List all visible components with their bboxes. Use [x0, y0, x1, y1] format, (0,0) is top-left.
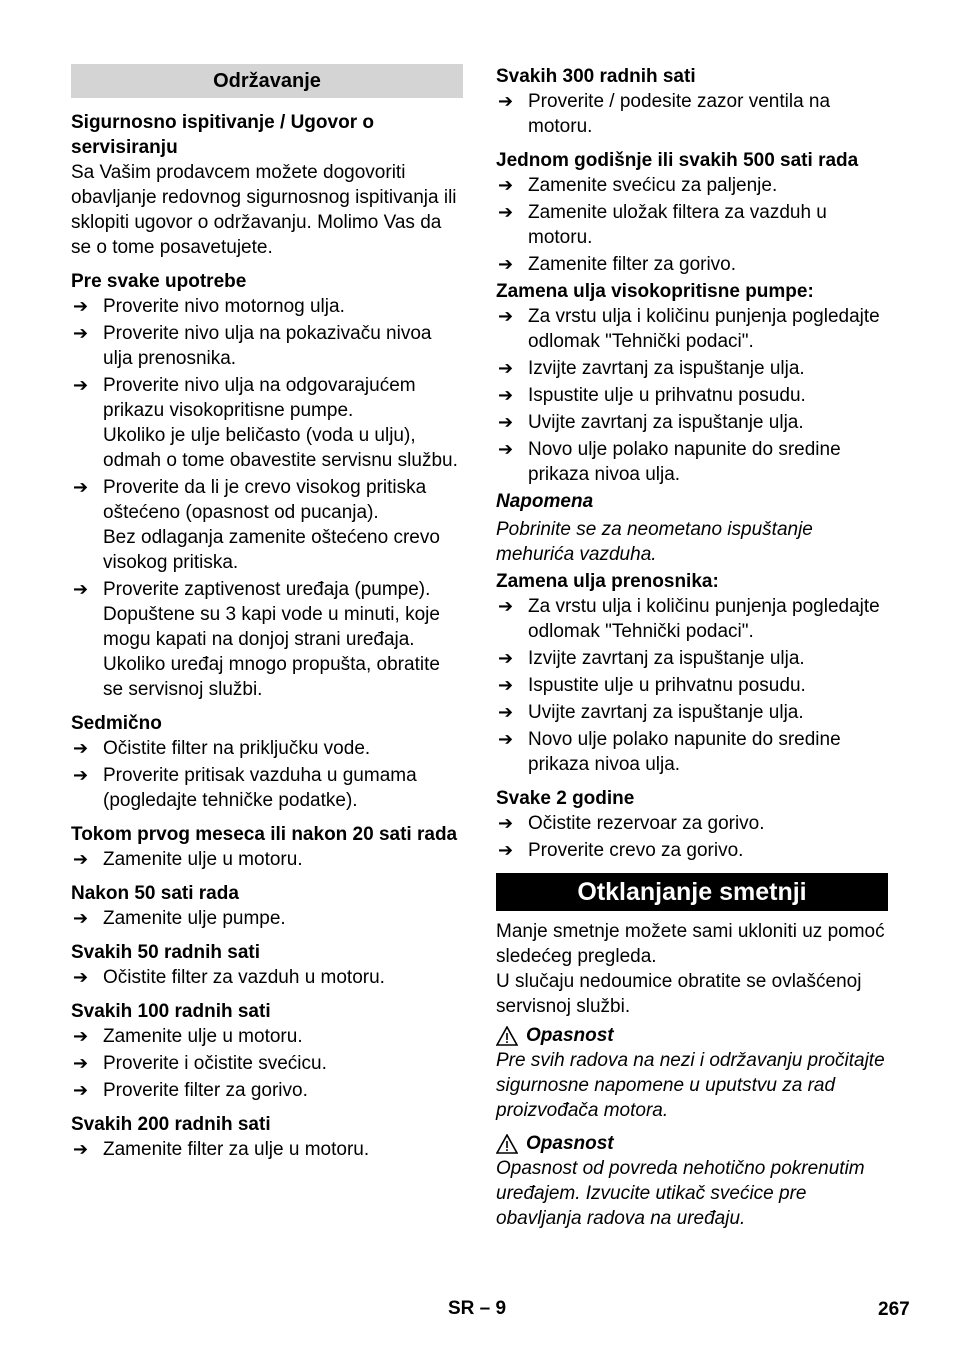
every100-heading: Svakih 100 radnih sati [71, 1001, 271, 1022]
footer-language-page: SR – 9 [448, 1298, 507, 1319]
every200-heading: Svakih 200 radnih sati [71, 1114, 271, 1135]
list-item: ➔ Proverite filter za gorivo. [73, 1080, 308, 1101]
list-item: ➔ Zamenite ulje pumpe. [73, 908, 286, 929]
list-item: ➔ Proverite i očistite svećicu. [73, 1053, 327, 1074]
gear-oil-section [496, 569, 888, 777]
arrow-right-icon: ➔ [73, 1026, 89, 1046]
list-item: ➔ Zamenite svećicu za paljenje. [498, 175, 778, 196]
list-item: ➔ Očistite rezervoar za gorivo. [498, 813, 765, 834]
list-item: ➔ Proverite nivo ulja na pokazivaču nivoa ulja prenosnika. [73, 323, 432, 369]
safety-section [71, 110, 463, 260]
warning-heading: Opasnost [496, 1131, 888, 1156]
arrow-right-icon: ➔ [498, 813, 514, 833]
before-use-heading: Pre svake upotrebe [71, 271, 247, 292]
safety-text: Sa Vašim prodavcem možete dogovoriti obavljanje redovnog sigurnosnog ispitivanja ili sklopiti ugovor o održavanju. Molimo Vas da se o tome posavetujete. [71, 162, 457, 258]
every50-heading: Svakih 50 radnih sati [71, 942, 261, 963]
arrow-right-icon: ➔ [73, 323, 89, 343]
after50-section [71, 881, 463, 931]
arrow-right-icon: ➔ [498, 202, 514, 222]
arrow-right-icon: ➔ [73, 765, 89, 785]
list-item: ➔ Ispustite ulje u prihvatnu posudu. [498, 385, 806, 406]
arrow-right-icon: ➔ [498, 675, 514, 695]
arrow-right-icon: ➔ [73, 908, 89, 928]
list-item: ➔ Očistite filter za vazduh u motoru. [73, 967, 385, 988]
footer-page-number: 267 [878, 1299, 910, 1320]
arrow-right-icon: ➔ [498, 385, 514, 405]
arrow-right-icon: ➔ [73, 967, 89, 987]
first-month-section [71, 822, 463, 872]
trouble-service: U slučaju nedoumice obratite se ovlašćenoj servisnoj službi. [496, 971, 862, 1017]
list-item: ➔ Proverite da li je crevo visokog pritiska oštećeno (opasnost od pucanja). Bez odlaganja zamenite oštećeno crevo visokog pritiska. [73, 477, 440, 573]
two-years-section [496, 786, 888, 863]
yearly-heading: Jednom godišnje ili svakih 500 sati rada [496, 150, 859, 171]
before-use-list [71, 294, 463, 702]
every50-section [71, 940, 463, 990]
arrow-right-icon: ➔ [73, 296, 89, 316]
arrow-right-icon: ➔ [73, 579, 89, 599]
arrow-right-icon: ➔ [498, 702, 514, 722]
trouble-intro: Manje smetnje možete sami ukloniti uz pomoć sledećeg pregleda. [496, 921, 885, 967]
list-item: ➔ Proverite crevo za gorivo. [498, 840, 744, 861]
item-note: Bez odlaganja zamenite oštećeno crevo visokog pritiska. [103, 527, 440, 573]
arrow-right-icon: ➔ [498, 412, 514, 432]
list-item: ➔ Zamenite filter za ulje u motoru. [73, 1139, 370, 1160]
arrow-right-icon: ➔ [498, 648, 514, 668]
yearly-section [496, 148, 888, 277]
note-text: Pobrinite se za neometano ispuštanje mehurića vazduha. [496, 519, 813, 565]
warning-heading: Opasnost [496, 1023, 888, 1048]
arrow-right-icon: ➔ [498, 596, 514, 616]
list-item: ➔ Zamenite ulje u motoru. [73, 1026, 303, 1047]
arrow-right-icon: ➔ [73, 375, 89, 395]
arrow-right-icon: ➔ [73, 1139, 89, 1159]
list-item: ➔ Ispustite ulje u prihvatnu posudu. [498, 675, 806, 696]
after50-heading: Nakon 50 sati rada [71, 883, 239, 904]
first-month-heading: Tokom prvog meseca ili nakon 20 sati rada [71, 824, 458, 845]
section-title-troubleshooting: Otklanjanje smetnji [496, 873, 888, 911]
list-item: ➔ Za vrstu ulja i količinu punjenja pogledajte odlomak "Tehnički podaci". [498, 596, 880, 642]
pump-oil-section [496, 279, 888, 487]
warning-text: Pre svih radova na nezi i održavanju pročitajte sigurnosne napomene u uputstvu za rad proizvođača motora. [496, 1050, 885, 1121]
list-item: ➔ Zamenite filter za gorivo. [498, 254, 737, 275]
left-column [71, 64, 463, 1171]
arrow-right-icon: ➔ [498, 175, 514, 195]
every300-heading: Svakih 300 radnih sati [496, 66, 696, 87]
list-item: ➔ Uvijte zavrtanj za ispuštanje ulja. [498, 412, 804, 433]
list-item: ➔ Zamenite uložak filtera za vazduh u motoru. [498, 202, 827, 248]
arrow-right-icon: ➔ [498, 840, 514, 860]
arrow-right-icon: ➔ [498, 729, 514, 749]
list-item: ➔ Novo ulje polako napunite do sredine prikaza nivoa ulja. [498, 439, 841, 485]
right-column [496, 64, 888, 1231]
list-item: ➔ Zamenite ulje u motoru. [73, 849, 303, 870]
arrow-right-icon: ➔ [498, 91, 514, 111]
list-item: ➔ Proverite pritisak vazduha u gumama (pogledajte tehničke podatke). [73, 765, 417, 811]
note-heading: Napomena [496, 491, 594, 512]
arrow-right-icon: ➔ [498, 306, 514, 326]
every100-section [71, 999, 463, 1103]
warning-text: Opasnost od povreda nehotično pokrenutim uređajem. Izvucite utikač svećice pre obavljanja radova na uređaju. [496, 1158, 865, 1229]
item-note: Ukoliko je ulje beličasto (voda u ulju), odmah o tome obavestite servisnu službu. [103, 425, 458, 471]
list-item: ➔ Proverite nivo ulja na odgovarajućem prikazu visokopritisne pumpe. Ukoliko je ulje beličasto (voda u ulju), odmah o tome obavestite servisnu službu. [73, 375, 458, 471]
item-note: Dopuštene su 3 kapi vode u minuti, koje mogu kapati na donjoj strani uređaja. Ukoliko uređaj mnogo propušta, obratite se servisnoj službi. [103, 604, 440, 700]
weekly-section [71, 711, 463, 813]
arrow-right-icon: ➔ [498, 254, 514, 274]
every200-section [71, 1112, 463, 1162]
warning-triangle-icon [496, 1026, 518, 1046]
section-title-maintenance: Održavanje [71, 64, 463, 98]
weekly-heading: Sedmično [71, 713, 162, 734]
arrow-right-icon: ➔ [73, 1080, 89, 1100]
list-item: ➔ Izvijte zavrtanj za ispuštanje ulja. [498, 648, 805, 669]
list-item: ➔ Proverite zaptivenost uređaja (pumpe). Dopuštene su 3 kapi vode u minuti, koje mogu kapati na donjoj strani uređaja. Ukoliko uređaj mnogo propušta, obratite se servisnoj službi. [73, 579, 440, 700]
every300-section [496, 64, 888, 139]
list-item: ➔ Uvijte zavrtanj za ispuštanje ulja. [498, 702, 804, 723]
arrow-right-icon: ➔ [73, 738, 89, 758]
safety-heading: Sigurnosno ispitivanje / Ugovor o servisiranju [71, 112, 374, 158]
gear-oil-heading: Zamena ulja prenosnika: [496, 571, 719, 592]
list-item: ➔ Očistite filter na priključku vode. [73, 738, 371, 759]
pump-oil-heading: Zamena ulja visokopritisne pumpe: [496, 281, 814, 302]
two-years-heading: Svake 2 godine [496, 788, 635, 809]
list-item: ➔ Za vrstu ulja i količinu punjenja pogledajte odlomak "Tehnički podaci". [498, 306, 880, 352]
list-item: ➔ Proverite / podesite zazor ventila na motoru. [498, 91, 831, 137]
warning-triangle-icon [496, 1134, 518, 1154]
arrow-right-icon: ➔ [73, 849, 89, 869]
before-use-section [71, 269, 463, 702]
arrow-right-icon: ➔ [73, 1053, 89, 1073]
note-section [496, 489, 888, 567]
list-item: ➔ Novo ulje polako napunite do sredine prikaza nivoa ulja. [498, 729, 841, 775]
list-item: ➔ Izvijte zavrtanj za ispuštanje ulja. [498, 358, 805, 379]
arrow-right-icon: ➔ [73, 477, 89, 497]
arrow-right-icon: ➔ [498, 358, 514, 378]
arrow-right-icon: ➔ [498, 439, 514, 459]
list-item: ➔ Proverite nivo motornog ulja. [73, 296, 345, 317]
